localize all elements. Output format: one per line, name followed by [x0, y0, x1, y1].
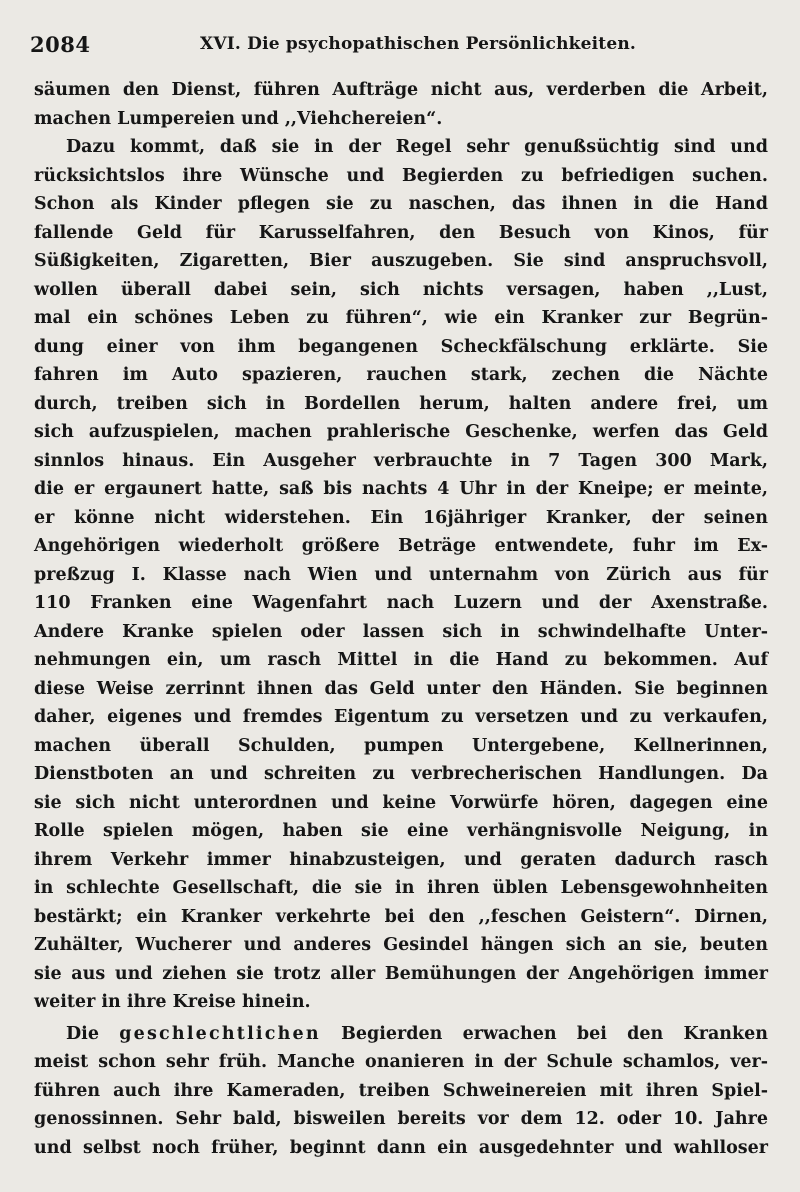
text-line: säumen den Dienst, führen Aufträge nicht aus, verderben die Arbeit,	[34, 80, 768, 100]
text-line: mal ein schönes Leben zu führen“, wie ein Kranker zur Begrün-	[34, 308, 768, 328]
paragraph	[34, 1020, 768, 1163]
text-line: Süßigkeiten, Zigaretten, Bier auszugeben. Sie sind anspruchsvoll,	[34, 251, 768, 271]
text-line: er könne nicht widerstehen. Ein 16jähriger Kranker, der seinen	[34, 507, 768, 528]
text-line: fahren im Auto spazieren, rauchen stark, zechen die Nächte	[34, 365, 768, 385]
text-line: diese Weise zerrinnt ihnen das Geld unter den Händen. Sie beginnen	[34, 678, 768, 699]
text-line: Angehörigen wiederholt größere Beträge entwendete, fuhr im Ex-	[34, 536, 768, 556]
text-line: Zuhälter, Wucherer und anderes Gesindel hängen sich an sie, beuten	[34, 935, 768, 955]
text-line: dung einer von ihm begangenen Scheckfälschung erklärte. Sie	[34, 336, 768, 357]
running-title: XVI. Die psychopathischen Persönlichkeiten.	[200, 34, 637, 54]
text-line: sinnlos hinaus. Ein Ausgeher verbrauchte in 7 Tagen 300 Mark,	[34, 450, 768, 471]
text-line: rücksichtslos ihre Wünsche und Begierden zu befriedigen suchen.	[34, 165, 768, 186]
text-line: ihrem Verkehr immer hinabzusteigen, und geraten dadurch rasch	[34, 849, 768, 870]
text-line: bestärkt; ein Kranker verkehrte bei den ,,feschen Geistern“. Dirnen,	[34, 906, 768, 927]
text-line: machen überall Schulden, pumpen Untergebene, Kellnerinnen,	[34, 735, 768, 756]
text-line: Rolle spielen mögen, haben sie eine verhängnisvolle Neigung, in	[34, 821, 768, 841]
body-text	[34, 76, 768, 1162]
text-line: genossinnen. Sehr bald, bisweilen bereits vor dem 12. oder 10. Jahre	[34, 1109, 768, 1129]
text-line: in schlechte Gesellschaft, die sie in ihren üblen Lebensgewohnheiten	[34, 878, 768, 898]
text-line: die er ergaunert hatte, saß bis nachts 4 Uhr in der Kneipe; er meinte,	[34, 479, 768, 499]
text-line: machen Lumpereien und ,,Viehchereien“.	[34, 108, 443, 129]
paragraph	[34, 133, 768, 1017]
text-line: Dazu kommt, daß sie in der Regel sehr genußsüchtig sind und	[66, 137, 768, 157]
text-line: sie sich nicht unterordnen und keine Vorwürfe hören, dagegen eine	[34, 792, 768, 813]
text-line: durch, treiben sich in Bordellen herum, halten andere frei, um	[34, 393, 768, 414]
text-line: sich aufzuspielen, machen prahlerische Geschenke, werfen das Geld	[34, 422, 768, 442]
text-line: weiter in ihre Kreise hinein.	[34, 992, 311, 1012]
page-number: 2084	[30, 32, 91, 57]
text-line: führen auch ihre Kameraden, treiben Schweinereien mit ihren Spiel-	[34, 1080, 768, 1101]
text-line: meist schon sehr früh. Manche onanieren in der Schule schamlos, ver-	[34, 1052, 768, 1072]
text-line: sie aus und ziehen sie trotz aller Bemühungen der Angehörigen immer	[34, 963, 768, 984]
text-line: Schon als Kinder pflegen sie zu naschen, das ihnen in die Hand	[34, 194, 768, 214]
text-line: Die geschlechtlichen Begierden erwachen bei den Kranken	[66, 1023, 768, 1044]
text-line: 110 Franken eine Wagenfahrt nach Luzern und der Axenstraße.	[34, 593, 768, 613]
text-line: fallende Geld für Karusselfahren, den Besuch von Kinos, für	[34, 222, 768, 243]
text-line: nehmungen ein, um rasch Mittel in die Hand zu bekommen. Auf	[34, 650, 768, 670]
text-line: und selbst noch früher, beginnt dann ein ausgedehnter und wahlloser	[34, 1137, 768, 1158]
text-line: Dienstboten an und schreiten zu verbrecherischen Handlungen. Da	[34, 764, 768, 784]
emphasized-word: geschlechtlichen	[119, 1023, 321, 1044]
text-line: Andere Kranke spielen oder lassen sich in schwindelhafte Unter-	[34, 621, 768, 642]
page-header	[30, 32, 770, 58]
text-line: preßzug I. Klasse nach Wien und unternahm von Zürich aus für	[34, 564, 768, 585]
text-line: wollen überall dabei sein, sich nichts versagen, haben ,,Lust,	[34, 279, 768, 300]
paragraph	[34, 76, 768, 133]
text-line: daher, eigenes und fremdes Eigentum zu versetzen und zu verkaufen,	[34, 707, 768, 727]
